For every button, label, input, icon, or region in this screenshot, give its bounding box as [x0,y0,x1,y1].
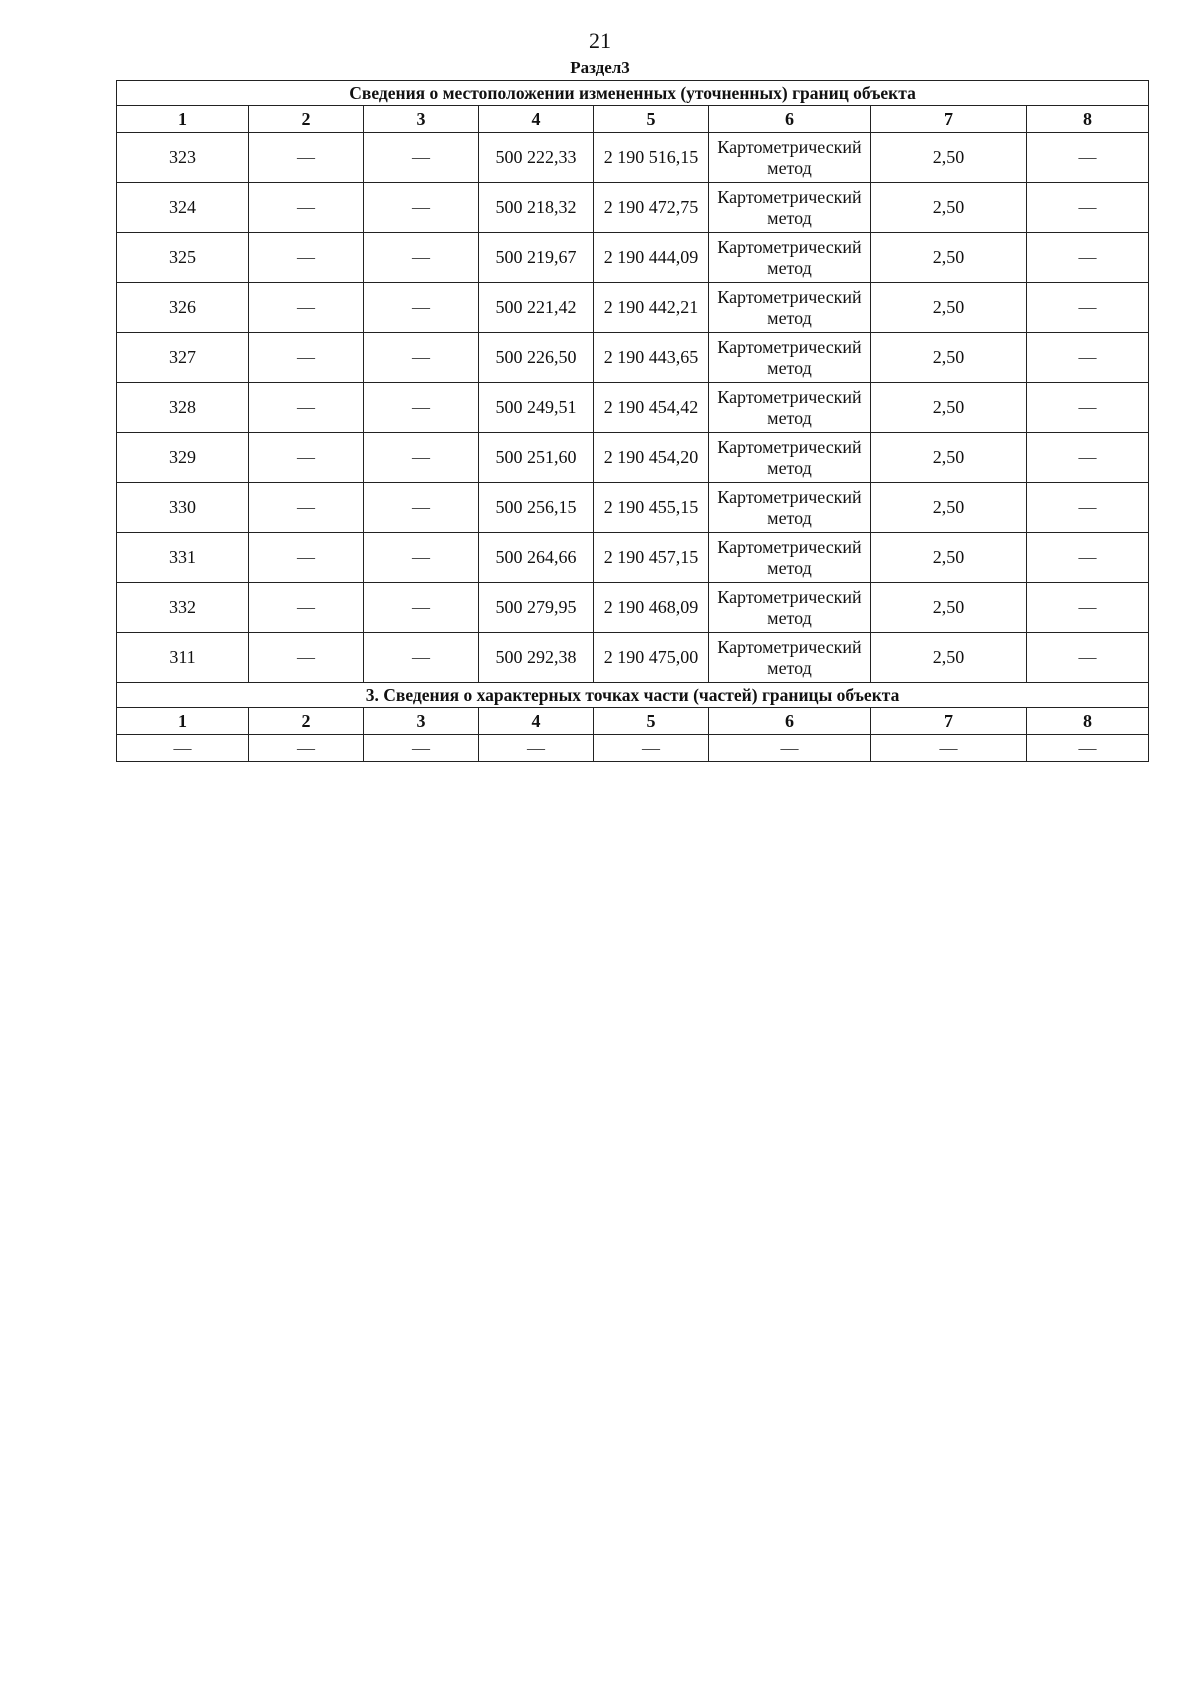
method [709,483,871,533]
cell-dash: — [364,533,479,583]
coordinate-x: 500 226,50 [479,333,594,383]
cell-dash: — [1027,333,1149,383]
point-number: 325 [117,233,249,283]
coordinate-y: 2 190 444,09 [594,233,709,283]
method-text: Картометрический метод [717,286,862,328]
coordinate-x: 500 292,38 [479,633,594,683]
method [709,233,871,283]
coordinate-x: 500 218,32 [479,183,594,233]
method-text: Картометрический метод [717,386,862,428]
coordinate-y: 2 190 442,21 [594,283,709,333]
coordinate-y: 2 190 443,65 [594,333,709,383]
table-row [117,583,1149,633]
method [709,633,871,683]
cell-dash: — [364,433,479,483]
cell-dash: — [594,735,709,762]
point-number: 328 [117,383,249,433]
accuracy: 2,50 [871,583,1027,633]
cell-dash: — [364,233,479,283]
method-text: Картометрический метод [717,186,862,228]
cell-dash: — [1027,133,1149,183]
accuracy: 2,50 [871,233,1027,283]
coordinate-y: 2 190 455,15 [594,483,709,533]
cell-dash: — [709,735,871,762]
method [709,433,871,483]
method-text: Картометрический метод [717,486,862,528]
cell-dash: — [479,735,594,762]
column-number: 6 [709,708,871,735]
coordinate-y: 2 190 454,20 [594,433,709,483]
cell-dash: — [249,283,364,333]
cell-dash: — [249,583,364,633]
table-row [117,533,1149,583]
point-number: 329 [117,433,249,483]
accuracy: 2,50 [871,283,1027,333]
column-number: 8 [1027,106,1149,133]
accuracy: 2,50 [871,133,1027,183]
method-text: Картометрический метод [717,336,862,378]
cell-dash: — [364,483,479,533]
coordinate-y: 2 190 516,15 [594,133,709,183]
cell-dash: — [249,133,364,183]
cell-dash: — [364,283,479,333]
method [709,333,871,383]
table-row [117,433,1149,483]
coordinate-y: 2 190 468,09 [594,583,709,633]
cell-dash: — [249,483,364,533]
cell-dash: — [249,633,364,683]
coordinate-x: 500 221,42 [479,283,594,333]
column-number: 7 [871,708,1027,735]
method-text: Картометрический метод [717,636,862,678]
table-row [117,333,1149,383]
method-text: Картометрический метод [717,536,862,578]
point-number: 326 [117,283,249,333]
method [709,533,871,583]
point-number: 330 [117,483,249,533]
cell-dash: — [249,233,364,283]
cell-dash: — [364,735,479,762]
column-number: 2 [249,106,364,133]
table-caption: Сведения о местоположении измененных (уточненных) границ объекта [117,81,1149,106]
accuracy: 2,50 [871,183,1027,233]
table-row [117,633,1149,683]
coordinate-x: 500 249,51 [479,383,594,433]
table-row [117,483,1149,533]
coordinate-x: 500 256,15 [479,483,594,533]
method-text: Картометрический метод [717,586,862,628]
section-title: Раздел3 [570,58,630,77]
cell-dash: — [1027,283,1149,333]
column-number-row [117,106,1149,133]
column-number: 4 [479,708,594,735]
coordinate-y: 2 190 454,42 [594,383,709,433]
table-row [117,183,1149,233]
table-row [117,283,1149,333]
cell-dash: — [1027,533,1149,583]
point-number: 311 [117,633,249,683]
column-number: 8 [1027,708,1149,735]
column-number: 5 [594,106,709,133]
method [709,183,871,233]
column-number: 3 [364,708,479,735]
cell-dash: — [1027,735,1149,762]
boundary-points-table [116,80,1149,762]
coordinate-x: 500 219,67 [479,233,594,283]
cell-dash: — [249,183,364,233]
cell-dash: — [1027,583,1149,633]
point-number: 323 [117,133,249,183]
column-number-row [117,708,1149,735]
method [709,283,871,333]
method-text: Картометрический метод [717,136,862,178]
column-number: 5 [594,708,709,735]
cell-dash: — [249,433,364,483]
coordinate-x: 500 222,33 [479,133,594,183]
point-number: 324 [117,183,249,233]
table-row [117,133,1149,183]
cell-dash: — [1027,233,1149,283]
cell-dash: — [249,533,364,583]
cell-dash: — [364,583,479,633]
accuracy: 2,50 [871,483,1027,533]
point-number: 332 [117,583,249,633]
cell-dash: — [1027,183,1149,233]
table-row [117,383,1149,433]
column-number: 1 [117,708,249,735]
column-number: 7 [871,106,1027,133]
accuracy: 2,50 [871,533,1027,583]
cell-dash: — [871,735,1027,762]
method [709,383,871,433]
method-text: Картометрический метод [717,436,862,478]
cell-dash: — [364,183,479,233]
cell-dash: — [249,735,364,762]
cell-dash: — [364,383,479,433]
coordinate-x: 500 251,60 [479,433,594,483]
coordinate-y: 2 190 475,00 [594,633,709,683]
accuracy: 2,50 [871,333,1027,383]
table-caption: 3. Сведения о характерных точках части (частей) границы объекта [117,683,1149,708]
cell-dash: — [364,133,479,183]
coordinate-x: 500 279,95 [479,583,594,633]
cell-dash: — [1027,483,1149,533]
accuracy: 2,50 [871,633,1027,683]
table-row [117,233,1149,283]
coordinate-x: 500 264,66 [479,533,594,583]
cell-dash: — [1027,433,1149,483]
cell-dash: — [249,333,364,383]
accuracy: 2,50 [871,433,1027,483]
table-caption-row [117,683,1149,708]
accuracy: 2,50 [871,383,1027,433]
cell-dash: — [364,333,479,383]
column-number: 1 [117,106,249,133]
method-text: Картометрический метод [717,236,862,278]
point-number: 331 [117,533,249,583]
table-caption-row [117,81,1149,106]
page-number: 21 [589,28,611,53]
table-row [117,735,1149,762]
cell-dash: — [1027,383,1149,433]
cell-dash: — [1027,633,1149,683]
column-number: 2 [249,708,364,735]
method [709,583,871,633]
method [709,133,871,183]
cell-dash: — [364,633,479,683]
point-number: 327 [117,333,249,383]
column-number: 6 [709,106,871,133]
column-number: 4 [479,106,594,133]
column-number: 3 [364,106,479,133]
coordinate-y: 2 190 457,15 [594,533,709,583]
cell-dash: — [117,735,249,762]
table-body [117,81,1149,762]
cell-dash: — [249,383,364,433]
coordinate-y: 2 190 472,75 [594,183,709,233]
